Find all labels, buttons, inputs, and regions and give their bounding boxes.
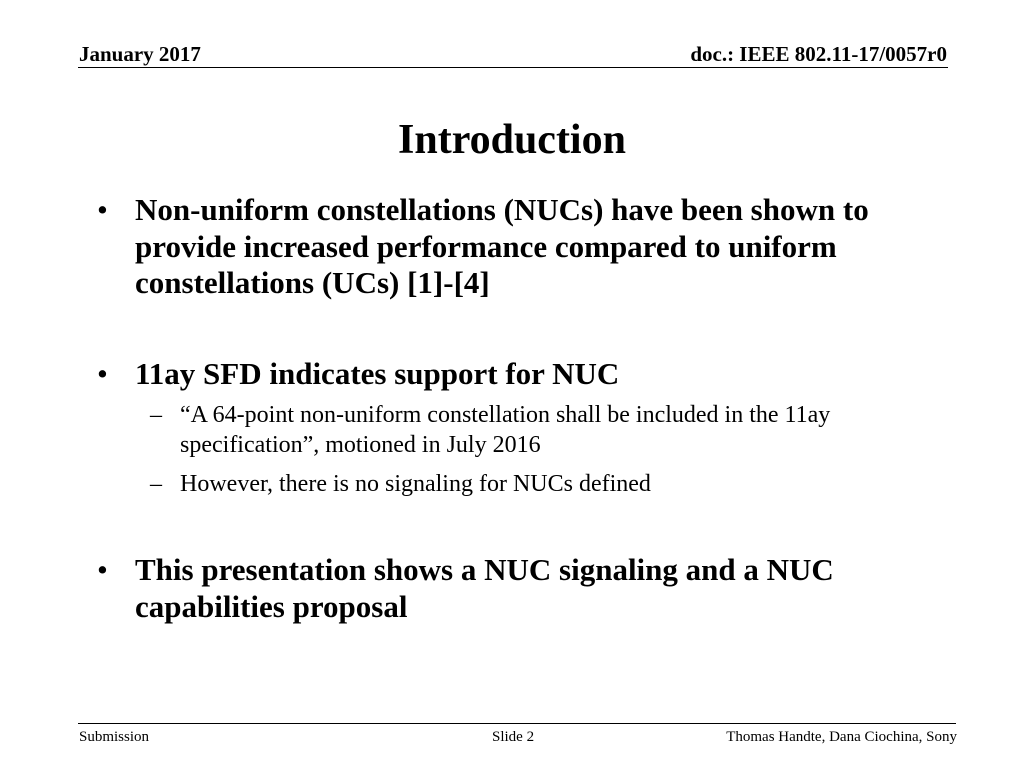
header-date: January 2017	[79, 42, 201, 66]
slide-title: Introduction	[398, 117, 626, 163]
bullet-marker: •	[97, 552, 108, 587]
footer-submission: Submission	[79, 729, 150, 745]
subitem-marker: –	[150, 471, 162, 497]
bullet-item-nuc-performance: Non-uniform constellations (NUCs) have been shown to provide increased performance compared to uniform constellations (UCs) [1]-[4]	[135, 192, 869, 300]
subitem-64-point-motion: “A 64-point non-uniform constellation shall be included in the 11ay specification”, motioned in July 2016	[180, 402, 831, 458]
header-doc-id: doc.: IEEE 802.11-17/0057r0	[690, 42, 947, 66]
footer-authors: Thomas Handte, Dana Ciochina, Sony	[726, 729, 957, 745]
bullet-marker: •	[97, 356, 108, 391]
bullet-item-presentation-scope: This presentation shows a NUC signaling and a NUC capabilities proposal	[135, 552, 834, 624]
subitem-no-signaling: However, there is no signaling for NUCs defined	[180, 471, 651, 497]
footer-slide-number: Slide 2	[492, 729, 535, 745]
bullet-marker: •	[97, 192, 108, 227]
subitem-marker: –	[150, 402, 162, 428]
bullet-item-sfd-support: 11ay SFD indicates support for NUC	[135, 356, 620, 391]
header-divider	[78, 67, 948, 68]
footer-divider	[78, 723, 956, 724]
